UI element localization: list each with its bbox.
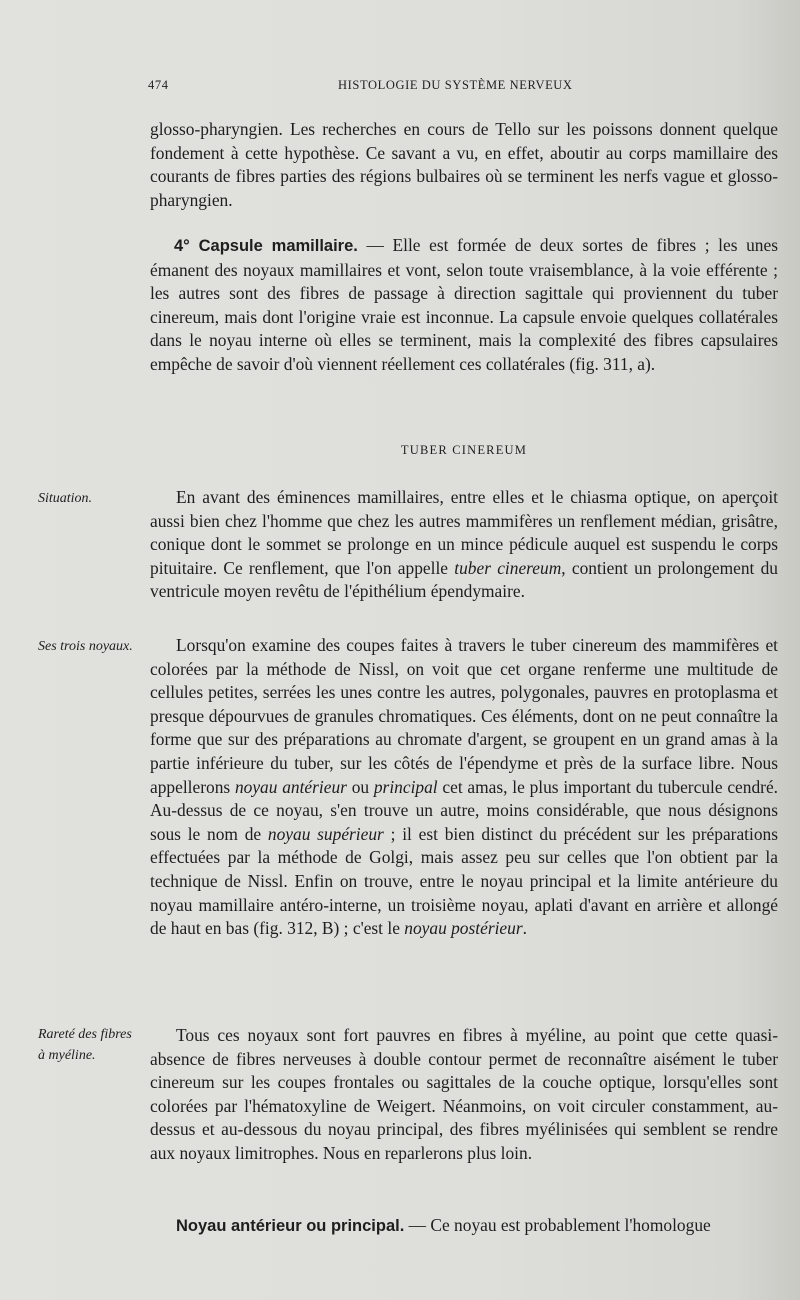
capsule-body: — Elle est formée de deux sortes de fibres ; les unes émanent des noyaux mamillaires et vont, selon toute vraisemblance, à la voie efférente ; les autres sont des fibres de passage à direction sagittale qui proviennent du tuber cinereum, mais dont l'origine vraie est inconnue. La capsule envoie quelques collatérales dans le noyau interne où elles se terminent, mais la complexité des fibres capsulaires empêche de savoir d'où viennent réellement ces collatérales (fig. 311, a). [150,235,778,374]
emphasis-term: principal [373,776,438,797]
text-run: ou [346,776,374,797]
paragraph-noyaux [150,634,778,941]
page-number: 474 [148,78,169,92]
text-run: En avant des éminences mamillaires, entre elles et le chiasma optique, on aperçoit aussi bien chez l'homme que chez les autres mammifères un renflement médian, grisâtre, conique dont le sommet se prolonge en un mince pédicule auquel est suspendu le corps pituitaire. Ce renflement, que l'on appelle [150,487,778,578]
paragraph-capsule-mamillaire [150,234,778,377]
emphasis-term: tuber cinereum [454,557,562,578]
running-title: HISTOLOGIE DU SYSTÈME NERVEUX [338,78,573,92]
capsule-heading: 4° Capsule mamillaire. [174,237,358,255]
margin-note-noyaux: Ses trois noyaux. [38,639,133,654]
margin-note-situation: Situation. [38,491,93,506]
emphasis-term: noyau postérieur [404,918,523,939]
section-title: TUBER CINEREUM [400,443,528,457]
text-run: cet amas, le plus important du tubercule cendré. Au-dessus de ce noyau, s'en trouve un autre, moins considérable, que nous désignons sous le nom de [150,776,779,844]
text-run: , contient un prolongement du ventricule moyen revêtu de l'épithélium épendymaire. [150,557,778,602]
text-run: Lorsqu'on examine des coupes faites à travers le tuber cinereum des mammifères et colorées par la méthode de Nissl, on voit que cet organe renferme une multitude de cellules petites, serrées les unes contre les autres, polygonales, pauvres en protoplasma et presque dépourvues de granules chromatiques. Ces éléments, dont on ne peut connaître la forme que sur des préparations au chromate d'argent, se groupent en un grand amas à la partie inférieure du tuber, sur les côtés de l'épendyme et près de la surface libre. Nous appellerons [150,635,778,797]
page-header [148,78,788,98]
text-run: . [522,918,527,939]
paragraph-noyau-anterieur [150,1214,778,1239]
emphasis-term: noyau supérieur [267,823,384,844]
emphasis-term: noyau antérieur [234,776,347,797]
paragraph-rarete: Tous ces noyaux sont fort pauvres en fibres à myéline, au point que cette quasi-absence de fibres nerveuses à double contour permet de reconnaître aisément le tuber cinereum sur les coupes frontales ou sagittales de la couche optique, lorsqu'elles sont colorées par l'hématoxyline de Weigert. Néanmoins, on voit circuler constamment, au-dessus et au-dessous du noyau principal, des fibres myélinisées qui semblent se rendre aux noyaux limitrophes. Nous en reparlerons plus loin. [150,1025,778,1163]
paragraph-situation [150,486,778,604]
anterieur-heading: Noyau antérieur ou principal. [176,1217,405,1235]
anterieur-body: — Ce noyau est probablement l'homologue [404,1215,711,1235]
paragraph-continued: glosso-pharyngien. Les recherches en cours de Tello sur les poissons donnent quelque fondement à cette hypothèse. Ce savant a vu, en effet, aboutir au corps mamillaire des courants de fibres parties des régions bulbaires où se terminent les nerfs vague et glosso-pharyngien. [150,119,778,210]
margin-note-rarete: Rareté des fibres à myéline. [38,1027,132,1063]
text-run: ; il est bien distinct du précédent sur les préparations effectuées par la méthode de Golgi, mais assez peu sur celles que l'on obtient par la technique de Nissl. Enfin on trouve, entre le noyau principal et la limite antérieure du noyau mamillaire antéro-interne, un troisième noyau, aplati d'avant en arrière et allongé de haut en bas (fig. 312, B) ; c'est le [150,823,778,939]
